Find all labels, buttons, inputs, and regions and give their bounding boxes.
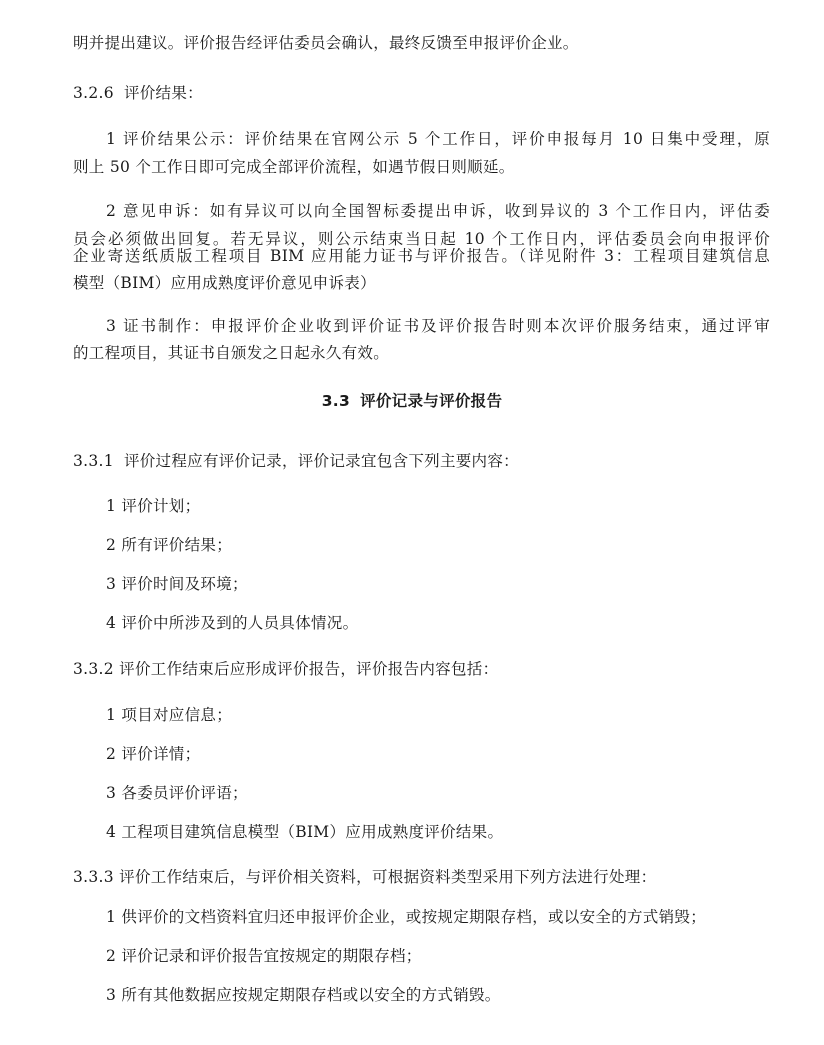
paragraph-line: 则上 50 个工作日即可完成全部评价流程，如遇节假日则顺延。 — [73, 158, 515, 176]
list-item: 2 评价记录和评价报告宜按规定的期限存档； — [106, 947, 422, 965]
section-number: 3.3 — [321, 392, 351, 410]
section-number: 3.2.6 — [73, 84, 114, 102]
paragraph-line: 企业寄送纸质版工程项目 BIM 应用能力证书与评价报告。（详见附件 3：工程项目建筑信息 — [73, 247, 770, 265]
list-item: 2 所有评价结果； — [106, 536, 232, 554]
section-title: 评价过程应有评价记录，评价记录宜包含下列主要内容： — [123, 452, 519, 470]
section-heading-3-3-1 — [73, 450, 519, 472]
section-heading-3-3-3: 3.3.3 评价工作结束后，与评价相关资料，可根据资料类型采用下列方法进行处理： — [73, 868, 657, 886]
section-title: 评价记录与评价报告 — [360, 392, 503, 410]
paragraph-line: 3 证书制作：申报评价企业收到评价证书及评价报告时则本次评价服务结束，通过评审 — [106, 317, 770, 335]
section-heading-3-2-6 — [73, 82, 203, 104]
list-item: 1 供评价的文档资料宜归还申报评价企业，或按规定期限存档，或以安全的方式销毁； — [106, 908, 706, 926]
paragraph-line: 1 评价结果公示：评价结果在官网公示 5 个工作日，评价申报每月 10 日集中受理，原 — [106, 130, 770, 148]
section-heading-3-3 — [0, 390, 824, 412]
paragraph-line: 的工程项目，其证书自颁发之日起永久有效。 — [73, 344, 390, 362]
list-item: 1 评价计划； — [106, 497, 201, 515]
paragraph-line: 员会必须做出回复。若无异议，则公示结束当日起 10 个工作日内，评估委员会向申报评价 — [73, 230, 770, 248]
paragraph-line: 模型（BIM）应用成熟度评价意见申诉表） — [73, 274, 376, 292]
list-item: 4 评价中所涉及到的人员具体情况。 — [106, 614, 359, 632]
list-item: 3 评价时间及环境； — [106, 575, 248, 593]
list-item: 2 评价详情； — [106, 745, 201, 763]
section-heading-3-3-2: 3.3.2 评价工作结束后应形成评价报告，评价报告内容包括： — [73, 660, 499, 678]
list-item: 3 所有其他数据应按规定期限存档或以安全的方式销毁。 — [106, 986, 501, 1004]
list-item: 3 各委员评价评语； — [106, 784, 248, 802]
section-number: 3.3.1 — [73, 452, 114, 470]
paragraph-line: 明并提出建议。评价报告经评估委员会确认，最终反馈至申报评价企业。 — [73, 34, 579, 52]
section-title: 评价结果： — [123, 84, 203, 102]
paragraph-line: 2 意见申诉：如有异议可以向全国智标委提出申诉，收到异议的 3 个工作日内，评估委 — [106, 202, 770, 220]
list-item: 4 工程项目建筑信息模型（BIM）应用成熟度评价结果。 — [106, 823, 504, 841]
list-item: 1 项目对应信息； — [106, 706, 232, 724]
